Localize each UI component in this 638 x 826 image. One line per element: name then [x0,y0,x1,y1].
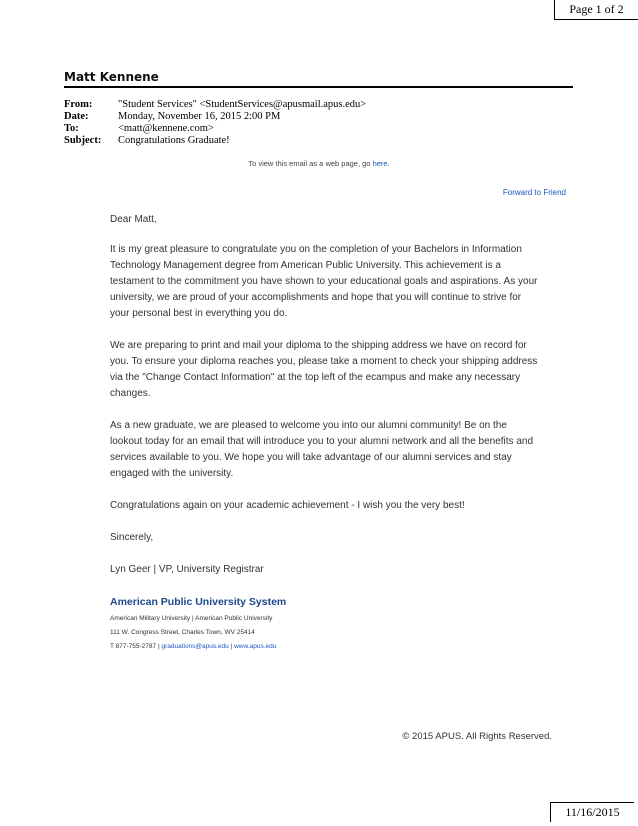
header-label: Subject: [64,135,102,146]
body-paragraph: It is my great pleasure to congratulate you on the completion of your Bachelors in Information Technology Management degree from American Public University. This achievement is a testament to the commitment you have shown to your educational goals and aspirations. As your university, we are proud of your accomplishments and hope that you will continue to strive for your personal best in everything you do. [110,244,538,319]
org-address: 111 W. Congress Street, Charles Town, WV 25414 [110,629,255,636]
header-value: Monday, November 16, 2015 2:00 PM [118,111,281,122]
header-subject [64,135,366,147]
account-name: Matt Kennene [64,70,159,84]
page-number: Page 1 of 2 [554,0,638,20]
org-separator: | [228,643,235,650]
email-body [110,212,540,652]
signature: Lyn Geer | VP, University Registrar [110,564,264,575]
header-label: From: [64,99,93,110]
webview-link[interactable]: here [372,159,388,168]
webview-text: To view this email as a web page, go [248,159,373,168]
org-email-link[interactable]: graduations@apus.edu [161,643,229,650]
body-paragraph: We are preparing to print and mail your diploma to the shipping address we have on record for you. To ensure your diploma reaches you, please take a moment to check your shipping address via the "Change Contact Information" at the top left of the ecampus and make any necessary changes. [110,340,538,399]
header-date [64,111,366,123]
forward-to-friend-link[interactable]: Forward to Friend [502,188,566,197]
header-from [64,99,366,111]
header-value: <matt@kennene.com> [118,123,214,134]
header-label: Date: [64,111,89,122]
closing: Sincerely, [110,532,154,543]
greeting: Dear Matt, [110,214,157,225]
email-headers [64,99,366,147]
webview-suffix: . [387,159,390,168]
header-label: To: [64,123,79,134]
copyright: © 2015 APUS. All Rights Reserved. [402,731,552,742]
header-value: Congratulations Graduate! [118,135,230,146]
header-to [64,123,366,135]
body-paragraph: Congratulations again on your academic achievement - I wish you the very best! [110,500,465,511]
org-website-link[interactable]: www.apus.edu [234,643,277,650]
body-paragraph: As a new graduate, we are pleased to welcome you into our alumni community! Be on the lookout today for an email that will introduce you to your alumni network and all the benefits and services available to you. We hope you will take advantage of our alumni services and stay engaged with the university. [110,420,534,479]
header-value: "Student Services" <StudentServices@apusmail.apus.edu> [118,99,367,110]
print-date: 11/16/2015 [550,802,634,822]
org-name: American Public University System [110,596,287,608]
org-subsidiaries: American Military University | American Public University [110,615,273,622]
header-divider [64,86,573,88]
org-phone: T 877-755-2787 | [110,643,162,650]
org-contact [110,642,540,652]
webview-notice [0,159,638,168]
org-signature [110,594,540,652]
